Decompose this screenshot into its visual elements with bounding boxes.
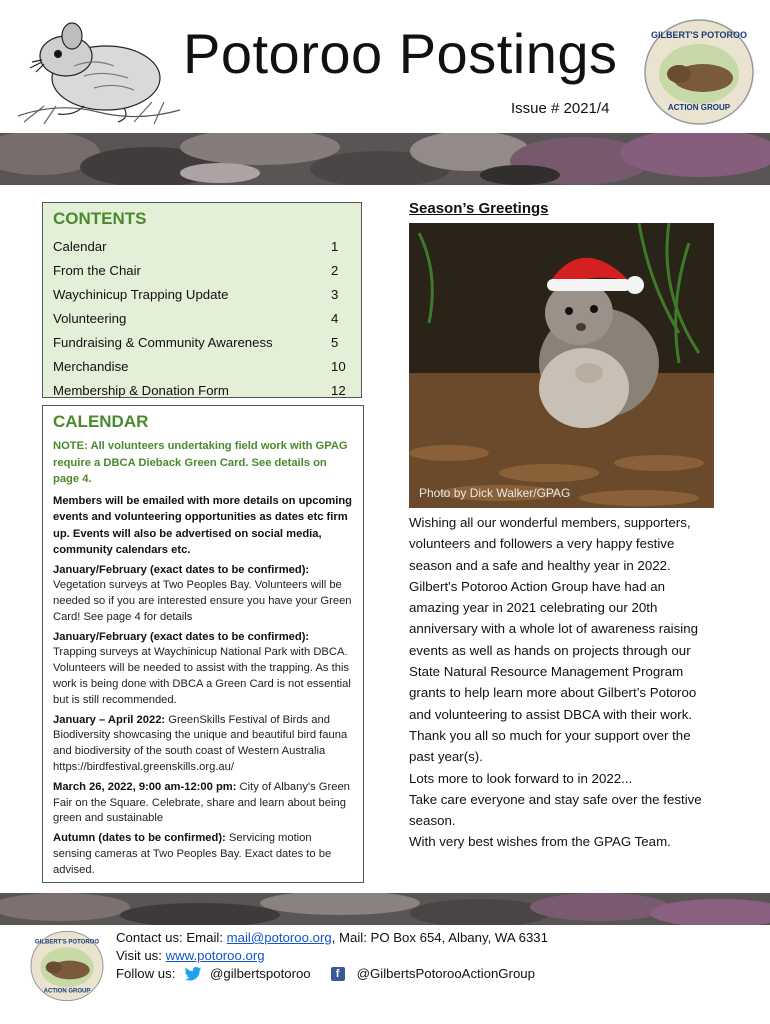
- calendar-heading: CALENDAR: [53, 412, 149, 431]
- calendar-event: [53, 713, 353, 776]
- potoroo-santa-photo: [409, 223, 714, 508]
- logo-text-top: GILBERT'S POTOROO: [651, 30, 747, 40]
- facebook-icon[interactable]: f: [331, 967, 345, 981]
- calendar-event-text: GreenSkills Festival of Birds and Biodiversity showcasing the unique and beautiful bird fauna and biodiversity of the south coast of Western Australia https://birdfestival.greenskills.org.au/: [53, 713, 348, 774]
- greetings-paragraph: Take care everyone and stay safe over the festive season.: [409, 791, 702, 829]
- contents-item: [53, 259, 351, 283]
- calendar-event-date: January – April 2022:: [53, 713, 166, 726]
- twitter-handle[interactable]: @gilbertspotoroo: [210, 966, 311, 981]
- calendar-event: [53, 780, 353, 827]
- gpag-logo-small-icon: [28, 930, 106, 1002]
- contents-item-page: 5: [331, 335, 339, 350]
- calendar-event-date: March 26, 2022, 9:00 am-12:00 pm:: [53, 780, 237, 793]
- contents-item: [53, 283, 351, 307]
- mail-address: , Mail: PO Box 654, Albany, WA 6331: [331, 930, 548, 945]
- logo-text-bottom: ACTION GROUP: [667, 103, 731, 112]
- granite-banner-bottom: [0, 893, 770, 925]
- website-link[interactable]: www.potoroo.org: [165, 948, 265, 963]
- contents-list: [53, 235, 351, 403]
- follow-label: Follow us:: [116, 966, 176, 981]
- facebook-handle[interactable]: @GilbertsPotorooActionGroup: [356, 966, 535, 981]
- contents-item: [53, 379, 351, 403]
- granite-banner-top: [0, 133, 770, 185]
- footer-contact: [116, 929, 548, 983]
- photo-credit: Photo by Dick Walker/GPAG: [419, 486, 571, 500]
- contents-item-page: 12: [331, 383, 346, 398]
- calendar-event-date: Autumn (dates to be confirmed):: [53, 832, 226, 845]
- contents-item-page: 4: [331, 311, 339, 326]
- contents-item-page: 2: [331, 263, 339, 278]
- potoroo-photo-icon: [409, 223, 714, 508]
- contents-item-label: Calendar: [53, 239, 107, 254]
- calendar-event: [53, 630, 353, 709]
- issue-number: Issue # 2021/4: [511, 100, 610, 117]
- greetings-paragraph: With very best wishes from the GPAG Team.: [409, 834, 671, 850]
- contents-heading: CONTENTS: [53, 209, 147, 228]
- calendar-event-text: Vegetation surveys at Two Peoples Bay. Volunteers will be needed so if you are interested ensure you have your Green Card! See page 4 for details: [53, 579, 352, 623]
- email-link[interactable]: mail@potoroo.org: [226, 930, 332, 945]
- newsletter-header: [0, 0, 770, 136]
- calendar-box: [42, 405, 364, 883]
- greetings-body: [409, 512, 715, 853]
- calendar-event-text: City of Albany's Green Fair on the Square. Celebrate, share and learn about being green and sustainable: [53, 780, 350, 825]
- contents-item-label: Merchandise: [53, 359, 129, 374]
- contents-item-page: 10: [331, 359, 346, 374]
- greetings-paragraph: Wishing all our wonderful members, supporters, volunteers and followers a very happy festive season and a safe and healthy year in 2022. Gilbert's Potoroo Action Group have had an amazing year in 2021 celebrating our 20th anniversary with a whole lot of awareness raising events as well as hands on projects through our State Natural Resource Management Program grants to help learn more about Gilbert’s Potoroo and volunteering to assist DBCA with their work. Thank you all so much for your support over the past year(s).: [409, 515, 698, 765]
- calendar-event-date: January/February (exact dates to be confirmed):: [53, 630, 310, 643]
- contents-item-label: Membership & Donation Form: [53, 383, 229, 398]
- visit-line: [116, 947, 548, 965]
- contents-item-label: Volunteering: [53, 311, 127, 326]
- contents-item: [53, 355, 351, 379]
- calendar-events: [53, 563, 353, 879]
- greetings-paragraph: Lots more to look forward to in 2022...: [409, 770, 633, 786]
- gpag-logo-icon: [643, 18, 755, 126]
- twitter-icon[interactable]: [184, 967, 202, 981]
- follow-line: [116, 965, 548, 983]
- calendar-event-date: January/February (exact dates to be confirmed):: [53, 563, 310, 576]
- potoroo-sketch-icon: [14, 16, 184, 128]
- contents-box: [42, 202, 362, 398]
- contact-line: [116, 929, 548, 947]
- contents-item: [53, 235, 351, 259]
- contents-item-label: From the Chair: [53, 263, 141, 278]
- visit-label: Visit us:: [116, 948, 166, 963]
- contents-item-page: 1: [331, 239, 339, 254]
- members-note: Members will be emailed with more details on upcoming events and volunteering opportunities as dates etc firm up. Events will also be advertised on social media, community calendars etc.: [53, 494, 353, 556]
- calendar-event-text: Servicing motion sensing cameras at Two Peoples Bay. Exact dates to be advised.: [53, 832, 332, 876]
- contents-item: [53, 307, 351, 331]
- calendar-event-text: Trapping surveys at Waychinicup National Park with DBCA. Volunteers will be needed to assist with the trapping. As this work is being done with DBCA a Green Card is not essential but is still recommended.: [53, 646, 351, 706]
- contents-item-label: Waychinicup Trapping Update: [53, 287, 229, 302]
- contents-item: [53, 331, 351, 355]
- calendar-note: NOTE: All volunteers undertaking field work with GPAG require a DBCA Dieback Green Card. See details on page 4.: [53, 440, 348, 485]
- logo-small-text-bottom: ACTION GROUP: [43, 988, 91, 995]
- greetings-title: Season’s Greetings: [409, 200, 549, 217]
- contact-label: Contact us: Email:: [116, 930, 227, 945]
- logo-small-text-top: GILBERT'S POTOROO: [35, 939, 99, 946]
- contents-item-label: Fundraising & Community Awareness: [53, 335, 273, 350]
- calendar-event: [53, 831, 353, 878]
- contents-item-page: 3: [331, 287, 339, 302]
- newsletter-title: Potoroo Postings: [183, 22, 618, 85]
- calendar-event: [53, 563, 353, 626]
